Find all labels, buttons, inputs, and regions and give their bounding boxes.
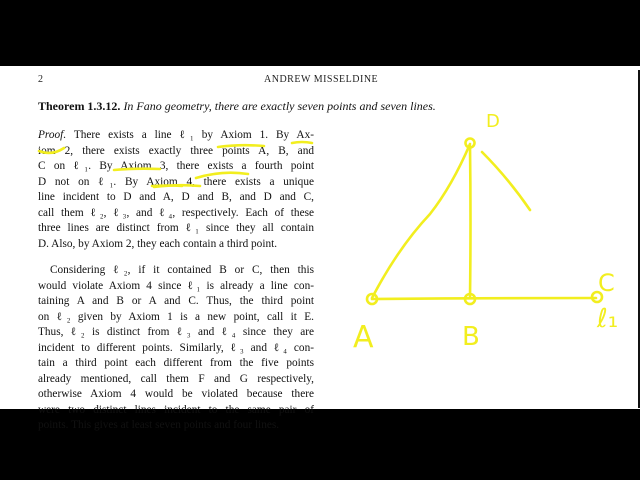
proof-line: call them ℓ₂, ℓ₃, and ℓ₄, respectively. Each of these [38,206,314,219]
proof-line: iom 2, there exists exactly three points A, B, and [38,144,314,157]
proof-line: were two distinct lines incident to the same pair of [38,403,314,416]
underline-axiom-2 [39,142,312,153]
underline-three-points [196,173,248,178]
label-c: C [598,269,615,297]
label-b: B [462,322,480,352]
proof-line: otherwise Axiom 4 would be violated because there [38,388,314,400]
proof-line: Considering ℓ₂, if it contained B or C, then this [50,264,314,276]
proof-line: taining A and B or A and C. Thus, the third point [38,295,314,307]
running-head: ANDREW MISSELDINE [264,74,379,85]
label-a: A [353,320,374,355]
label-d: D [486,111,500,132]
theorem-label: Theorem 1.3.12. [38,99,121,113]
proof-line: line incident to D and A, D and B, and D and C, [38,191,314,203]
line-da-drawing [372,144,470,298]
proof-line: incident to different points. Similarly, ℓ₃ and ℓ₄ con- [38,341,314,354]
proof-label: Proof. [38,129,67,141]
proof-line: three lines are distinct from ℓ₁ since they all contain [38,222,314,234]
page-number: 2 [38,74,43,85]
line-dc-drawing [482,152,530,210]
line-l1-drawing [372,298,596,299]
proof-line: would violate Axiom 4 since ℓ₁ is already a line con- [38,279,314,292]
proof-line: D not on ℓ₁. By Axiom 4, there exists a unique [38,175,314,188]
proof-line-text: There exists a line ℓ₁ by Axiom 1. By Ax- [66,129,314,141]
proof-line: Thus, ℓ₂ is distinct from ℓ₃ and ℓ₄ since they are [38,326,314,338]
theorem-statement: In Fano geometry, there are exactly seven points and seven lines. [123,99,436,113]
proof-line: D. Also, by Axiom 2, they each contain a third point. [38,237,278,250]
proof-line: points. This gives at least seven points and four lines. [38,419,280,431]
underline-axiom-1 [218,145,264,147]
line-db-drawing [470,146,471,298]
proof-line: C on ℓ₁. By Axiom 3, there exists a fourth point [38,160,314,172]
proof-line: tain a third point each different from the five points [38,357,314,369]
proof-line: on ℓ₂ given by Axiom 1 is a new point, call it E. [38,310,314,323]
label-l1: ℓ₁ [597,304,619,334]
underline-axiom-3 [114,169,160,170]
proof-line: already mentioned, call them F and G respectively, [38,372,314,385]
underline-and-a [152,186,182,187]
